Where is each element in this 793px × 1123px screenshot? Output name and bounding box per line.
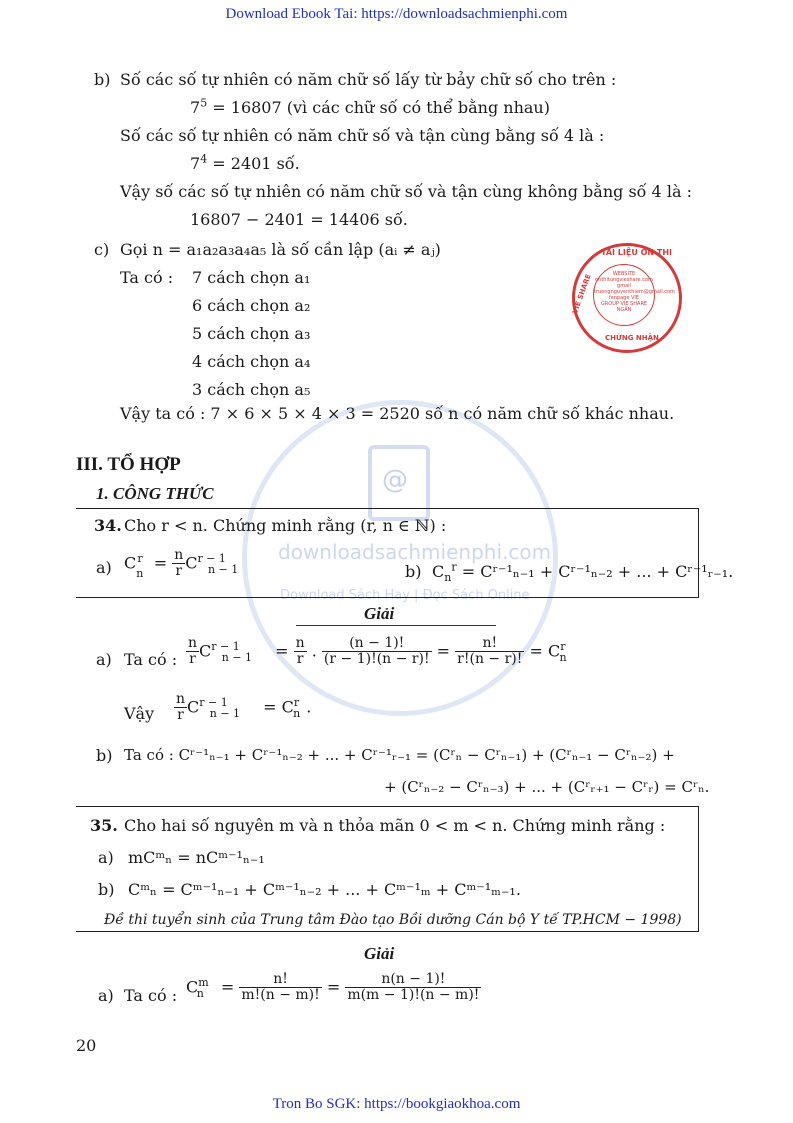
choice-line: 6 cách chọn a₂ — [192, 296, 311, 315]
problem-34-statement: Cho r < n. Chứng minh rằng (r, n ∈ ℕ) : — [124, 516, 447, 535]
problem-34-b-label: b) — [405, 562, 422, 581]
part-c-ta-co: Ta có : — [120, 268, 174, 287]
part-b-label: b) — [94, 70, 111, 89]
problem-35-b-label: b) — [98, 880, 115, 899]
stamp-line: onthitungvieshare.com — [595, 277, 653, 283]
stamp-line: fanpage VIE — [608, 295, 640, 301]
part-b-line1: Số các số tự nhiên có năm chữ số lấy từ bảy chữ số cho trên : — [120, 70, 617, 89]
watermark-slogan: Download Sách Hay | Đọc Sách Online — [280, 588, 530, 603]
stamp-top-text: TÀI LIỆU ÔN THI — [601, 248, 673, 257]
subsection-title: 1. CÔNG THỨC — [96, 484, 214, 503]
problem-34-a-formula: $C_n^r$ = $\frac{n}{r}$ $C^{r - 1}_{n - 1}$ — [124, 547, 239, 580]
stamp-seal — [572, 243, 682, 353]
part-b-line4: $7^4 = 2401$ số. — [190, 152, 300, 173]
stamp-line: GROUP VIE SHARE — [600, 301, 648, 307]
giai-underline — [296, 625, 496, 626]
stamp-line: NGÂN — [616, 307, 632, 313]
part-b-line2: $7^5 = 16807$ (vì các chữ số có thể bằng nhau) — [190, 96, 550, 117]
sol-34-a-formula: $\frac{n}{r}$ $C^{r - 1}_{n - 1}$ = $\frac{n}{r}$ . $\frac{(n - 1)!}{(r - 1)!(n - r)!}$ = $\frac{n!}{r!(n - r)!}$ = $C^r_n$ — [188, 635, 567, 668]
stamp-left-text: VIE SHARE — [570, 273, 593, 315]
problem-35-b-formula: Cᵐₙ = Cᵐ⁻¹ₙ₋₁ + Cᵐ⁻¹ₙ₋₂ + ... + Cᵐ⁻¹ₘ + Cᵐ⁻¹ₘ₋₁. — [128, 880, 521, 899]
sol-34-a-label: a) — [96, 650, 112, 669]
part-b-line6: 16807 − 2401 = 14406 số. — [190, 210, 408, 229]
part-c-conclusion: Vậy ta có : 7 × 6 × 5 × 4 × 3 = 2520 số n có năm chữ số khác nhau. — [120, 404, 675, 423]
part-b-line5: Vậy số các số tự nhiên có năm chữ số và tận cùng không bằng số 4 là : — [120, 182, 692, 201]
giai-heading-2: Giải — [364, 944, 395, 963]
problem-35-number: 35. — [90, 816, 118, 835]
sol-35-ta-co: Ta có : — [124, 986, 178, 1005]
part-c-intro: Gọi n = a₁a₂a₃a₄a₅ là số cần lập (aᵢ ≠ aⱼ) — [120, 240, 441, 259]
choice-line: 4 cách chọn a₄ — [192, 352, 311, 371]
watermark-book-icon: @ — [368, 445, 430, 521]
problem-35-a-formula: mCᵐₙ = nCᵐ⁻¹ₙ₋₁ — [128, 848, 265, 867]
header-link[interactable]: Download Ebook Tai: https://downloadsachmienphi.com — [225, 6, 568, 22]
giai-heading-1: Giải — [364, 604, 395, 623]
choice-line: 5 cách chọn a₃ — [192, 324, 311, 343]
sol-35-a-label: a) — [98, 986, 114, 1005]
footer-link[interactable]: Tron Bo SGK: https://bookgiaokhoa.com — [272, 1096, 521, 1112]
sol-34-vay-formula: $\frac{n}{r}$ $C^{r - 1}_{n - 1} = C^r_n$ . — [176, 691, 312, 724]
problem-34-a-label: a) — [96, 558, 112, 577]
sol-34-ta-co: Ta có : — [124, 650, 178, 669]
page-number: 20 — [76, 1036, 97, 1055]
stamp-line: WEBSITE — [612, 271, 636, 277]
sol-35-a-formula: $C^m_n$ = $\frac{n!}{m!(n - m)!}$ = $\frac{n(n - 1)!}{m(m - 1)!(n - m)!}$ — [186, 971, 480, 1004]
problem-34-number: 34. — [94, 516, 122, 535]
stamp-line: gmail — [617, 283, 631, 289]
stamp-center — [593, 264, 675, 326]
problem-35-statement: Cho hai số nguyên m và n thỏa mãn 0 < m < n. Chứng minh rằng : — [124, 816, 666, 835]
stamp-line: truongnguyenthiem@gmail.com — [594, 289, 675, 295]
choice-line: 3 cách chọn a₅ — [192, 380, 311, 399]
choice-line: 7 cách chọn a₁ — [192, 268, 311, 287]
problem-34-b-formula: $C_n^r$ = Cʳ⁻¹ₙ₋₁ + Cʳ⁻¹ₙ₋₂ + ... + Cʳ⁻¹ᵣ₋₁. — [432, 560, 734, 585]
problem-35-source: Đề thi tuyển sinh của Trung tâm Đào tạo Bồi dưỡng Cán bộ Y tế TP.HCM − 1998) — [104, 912, 682, 928]
part-b-line3: Số các số tự nhiên có năm chữ số và tận cùng bằng số 4 là : — [120, 126, 605, 145]
sol-34-b-line1: Ta có : Cʳ⁻¹ₙ₋₁ + Cʳ⁻¹ₙ₋₂ + ... + Cʳ⁻¹ᵣ₋₁ = (Cʳₙ − Cʳₙ₋₁) + (Cʳₙ₋₁ − Cʳₙ₋₂) + — [124, 746, 675, 764]
problem-35-a-label: a) — [98, 848, 114, 867]
stamp-bottom-text: CHỨNG NHẬN — [605, 334, 659, 342]
sol-34-vay: Vậy — [124, 704, 155, 723]
sol-34-b-label: b) — [96, 746, 113, 765]
section-title: III. TỔ HỢP — [76, 454, 181, 475]
part-c-label: c) — [94, 240, 110, 259]
watermark-site: downloadsachmienphi.com — [278, 540, 552, 564]
sol-34-b-line2: + (Cʳₙ₋₂ − Cʳₙ₋₃) + ... + (Cʳᵣ₊₁ − Cʳᵣ) = Cʳₙ. — [384, 778, 710, 796]
